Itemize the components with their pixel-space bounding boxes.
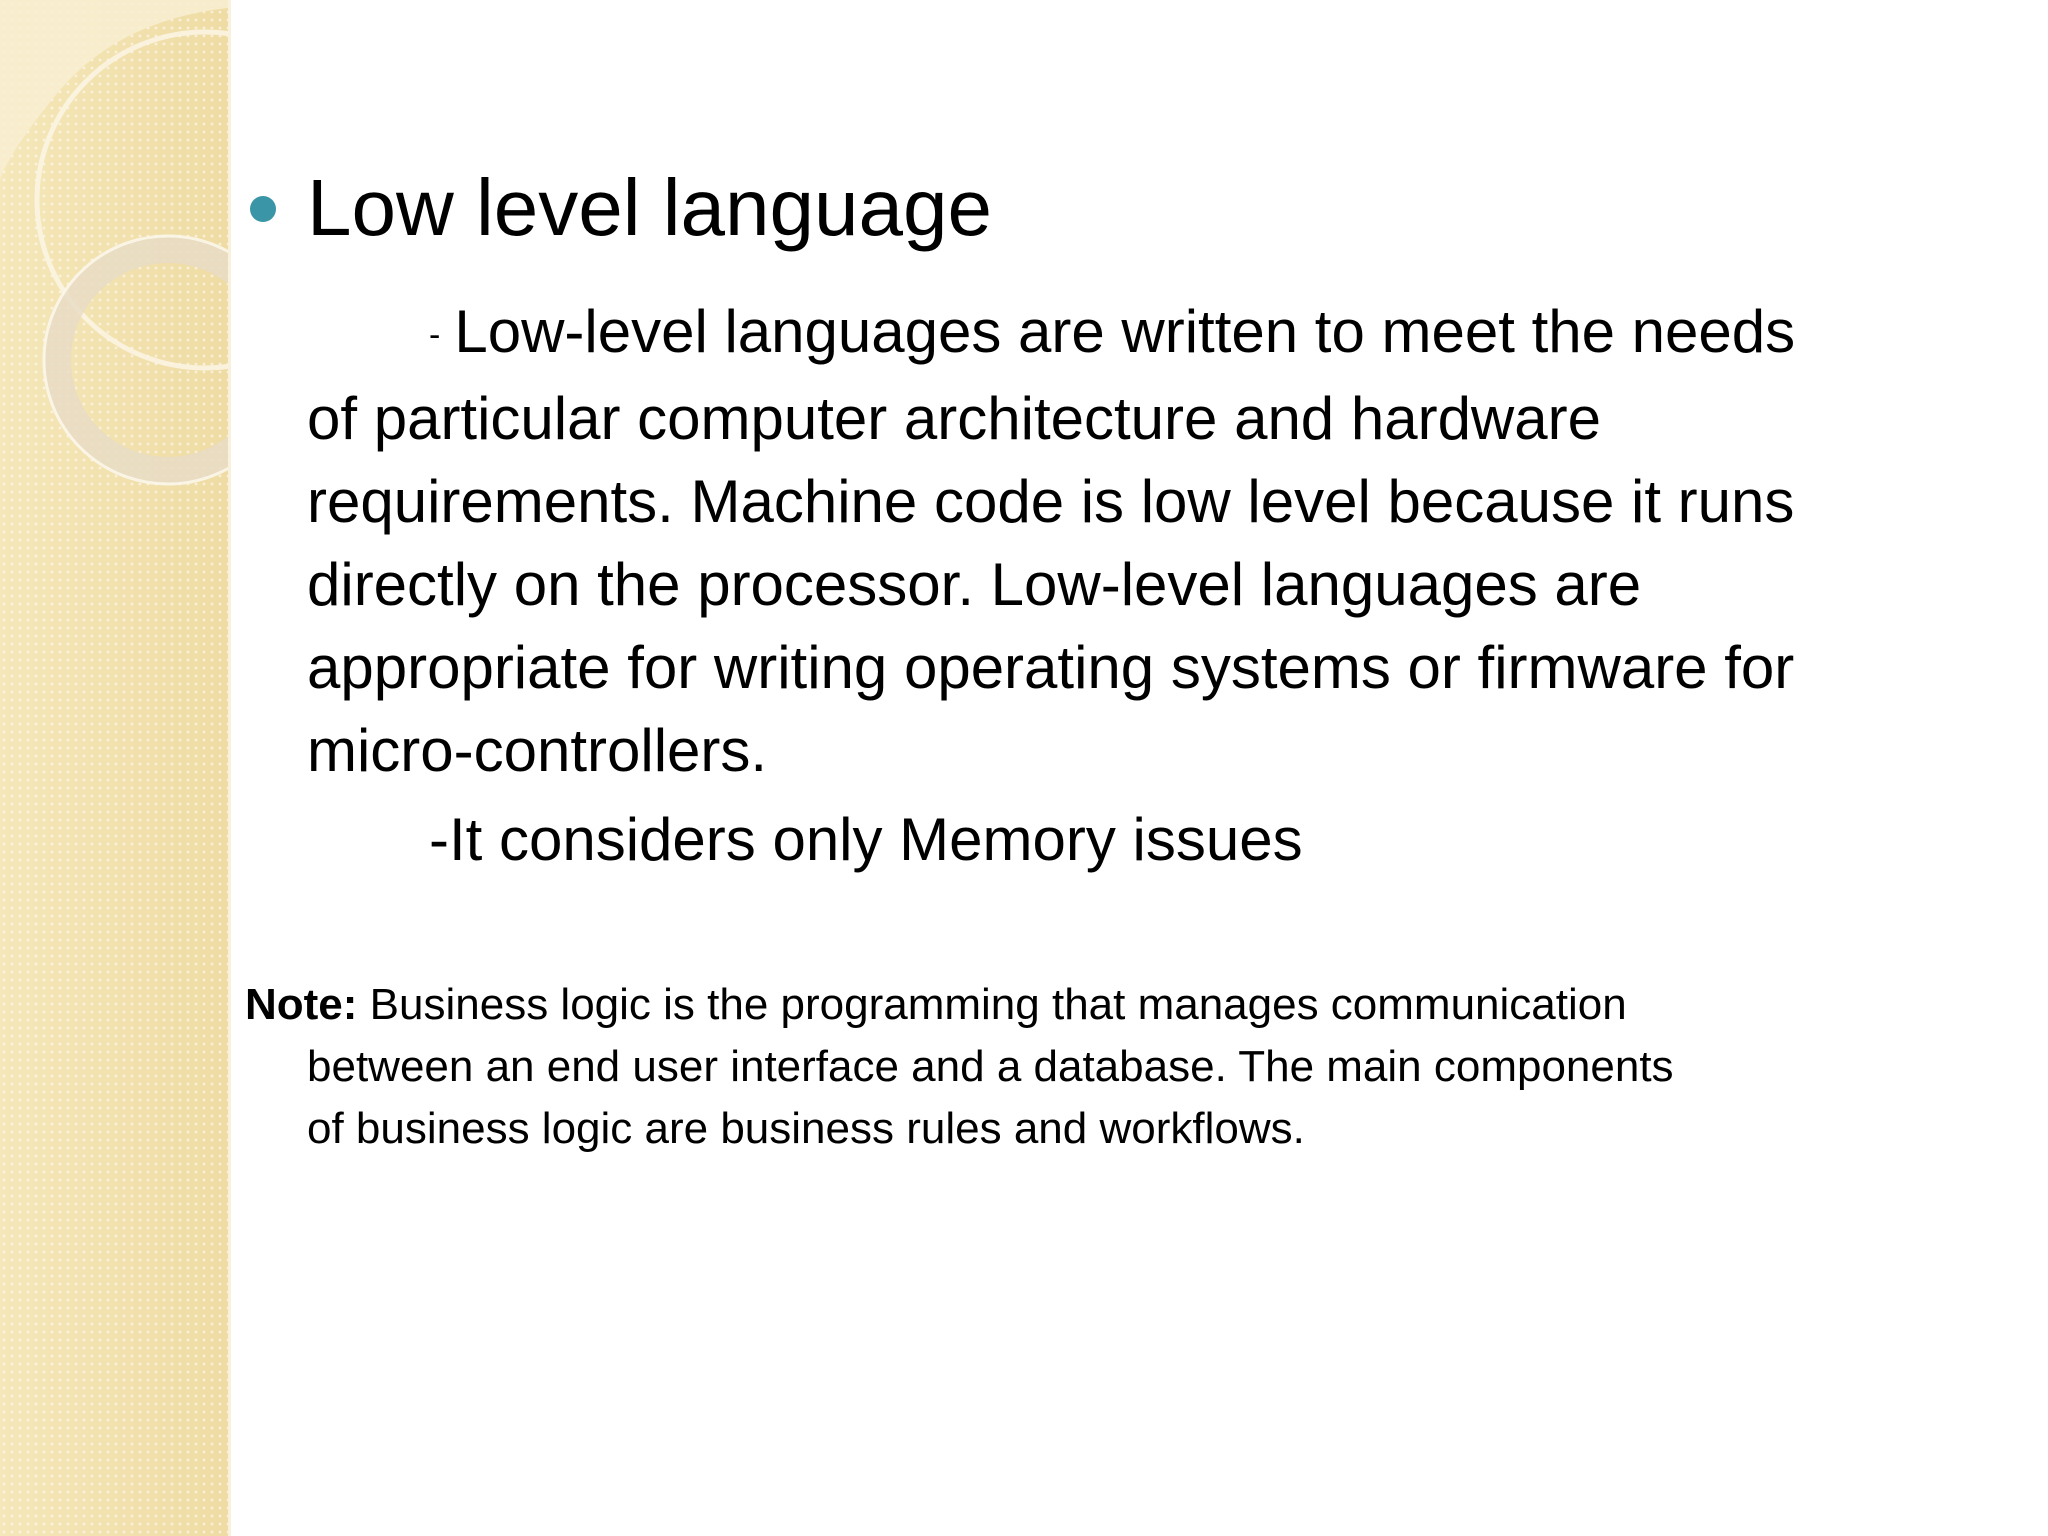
- decorative-side-band: [0, 0, 231, 1536]
- paragraph-line: micro-controllers.: [307, 717, 768, 784]
- memory-issues-line: -It considers only Memory issues: [429, 806, 1303, 873]
- paragraph-line: of particular computer architecture and hardware: [307, 385, 1601, 452]
- paragraph-line: appropriate for writing operating systems or firmware for: [307, 634, 1795, 701]
- bullet-icon: [250, 196, 276, 222]
- paragraph-line: Low-level languages are written to meet the needs: [454, 298, 1796, 365]
- note-block: [245, 974, 2025, 1160]
- note-line: Business logic is the programming that manages communication: [357, 980, 1627, 1029]
- dash-marker: -: [429, 316, 441, 354]
- paragraph-first-line: [307, 290, 2027, 377]
- note-label: Note:: [245, 980, 358, 1029]
- paragraph-line: requirements. Machine code is low level because it runs: [307, 468, 1795, 535]
- paragraph-line: directly on the processor. Low-level languages are: [307, 551, 1642, 618]
- body-paragraph: [307, 290, 2027, 792]
- note-line: between an end user interface and a database. The main components: [307, 1042, 1674, 1091]
- note-line: of business logic are business rules and workflows.: [307, 1104, 1305, 1153]
- thin-ring-outer: [44, 236, 228, 484]
- thick-ring: [58, 250, 228, 470]
- corner-swoosh: [0, 0, 228, 180]
- slide-heading: Low level language: [307, 163, 992, 252]
- note-first-line: [245, 974, 2025, 1036]
- decorative-circles: [0, 0, 228, 520]
